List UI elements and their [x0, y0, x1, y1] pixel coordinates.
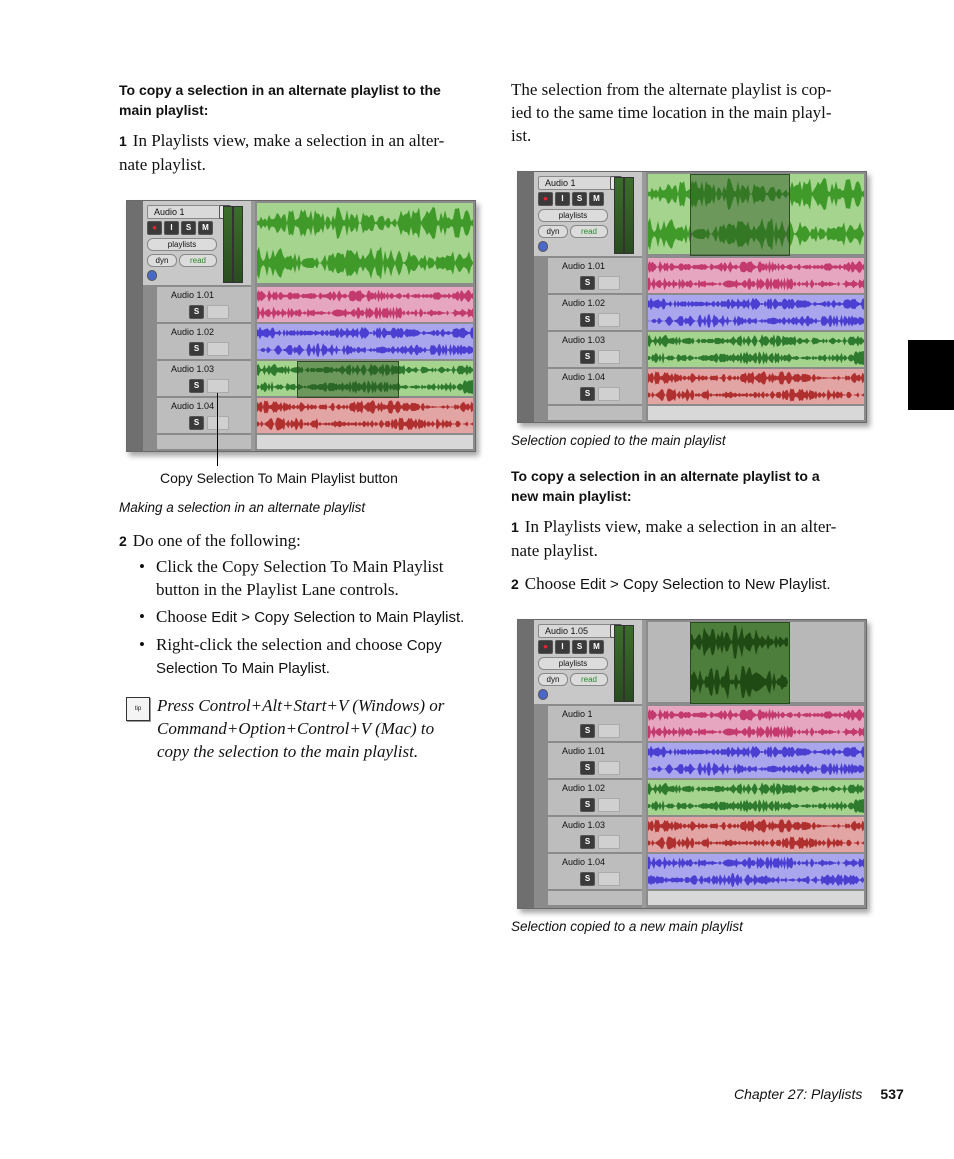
- lane-waveform-top: [648, 259, 864, 275]
- waveform-path: [648, 746, 864, 759]
- chapter-label: Chapter 27: Playlists: [734, 1086, 863, 1102]
- lane-waveform-bottom: [648, 872, 864, 888]
- waveform-path: [257, 327, 473, 340]
- lane-solo-button[interactable]: S: [189, 342, 204, 356]
- waveform-path: [648, 261, 864, 274]
- copied-waveform-top: [690, 622, 788, 662]
- lane-solo-button[interactable]: S: [580, 276, 595, 290]
- copy-to-main-button[interactable]: [598, 276, 620, 290]
- figure-callout: Copy Selection To Main Playlist button: [160, 470, 398, 486]
- lane-name: Audio 1.03: [562, 335, 606, 345]
- waveform-path: [648, 762, 864, 776]
- copy-to-main-button[interactable]: [598, 350, 620, 364]
- waveform-path: [257, 343, 473, 357]
- waveform-path: [648, 799, 864, 813]
- lane-waveform-top: [648, 296, 864, 312]
- tip-icon: tip: [126, 697, 150, 721]
- result-paragraph: The selection from the alternate playlist is cop- ied to the same time location in the main playl- ist.: [511, 80, 832, 145]
- level-meter: [614, 177, 624, 254]
- page-number: 537: [880, 1086, 904, 1102]
- solo-button[interactable]: S: [572, 192, 587, 206]
- waveform-path: [257, 417, 473, 430]
- empty-lane-controls: [548, 891, 642, 906]
- waveform-path: [257, 207, 473, 239]
- lane-name: Audio 1.02: [171, 327, 215, 337]
- automation-mode-selector[interactable]: read: [570, 673, 608, 686]
- copy-to-main-button[interactable]: [598, 798, 620, 812]
- lane-name: Audio 1.04: [562, 372, 606, 382]
- lane-name: Audio 1.03: [562, 820, 606, 830]
- record-button[interactable]: ●: [538, 192, 553, 206]
- waveform-path: [648, 725, 864, 739]
- waveform-path: [648, 277, 864, 291]
- waveform-path: [648, 873, 864, 887]
- lane-name: Audio 1.01: [562, 746, 606, 756]
- waveform-path: [648, 314, 864, 328]
- playlist-view-selector[interactable]: playlists: [538, 657, 608, 670]
- waveform-path: [648, 298, 864, 311]
- record-button[interactable]: ●: [538, 640, 553, 654]
- lane-solo-button[interactable]: S: [580, 313, 595, 327]
- lane-name: Audio 1.04: [562, 857, 606, 867]
- mute-button[interactable]: M: [589, 192, 604, 206]
- empty-lane: [257, 435, 473, 449]
- lane-name: Audio 1: [562, 709, 593, 719]
- lane-solo-button[interactable]: S: [189, 305, 204, 319]
- lane-name: Audio 1.02: [562, 298, 606, 308]
- figure-caption: Making a selection in an alternate playlist: [119, 500, 366, 515]
- lane-solo-button[interactable]: S: [580, 387, 595, 401]
- copied-waveform-bottom: [690, 662, 788, 702]
- figure-caption: Selection copied to a new main playlist: [511, 919, 743, 934]
- waveform-path: [648, 371, 864, 384]
- level-meter: [624, 625, 634, 702]
- lane-waveform-bottom: [648, 350, 864, 366]
- main-waveform-top: [257, 203, 473, 243]
- automation-type-selector[interactable]: dyn: [538, 225, 568, 238]
- copy-to-main-button[interactable]: [598, 761, 620, 775]
- lane-waveform-top: [648, 744, 864, 760]
- bullet-list: [139, 555, 496, 680]
- level-meter: [233, 206, 243, 283]
- lane-waveform-top: [257, 399, 473, 415]
- step-2: 2 Choose Edit > Copy Selection to New Playlist.: [511, 574, 831, 593]
- empty-lane-controls: [157, 435, 251, 450]
- mute-button[interactable]: M: [589, 640, 604, 654]
- lane-solo-button[interactable]: S: [189, 379, 204, 393]
- figure-caption: Selection copied to the main playlist: [511, 433, 726, 448]
- automation-type-selector[interactable]: dyn: [538, 673, 568, 686]
- callout-leader-line: [217, 393, 218, 466]
- copy-to-main-button[interactable]: [207, 305, 229, 319]
- track-edge-strip: [127, 201, 143, 451]
- lane-waveform-bottom: [648, 276, 864, 292]
- column-divider: [251, 201, 255, 451]
- lane-name: Audio 1.03: [171, 364, 215, 374]
- solo-button[interactable]: S: [572, 640, 587, 654]
- automation-mode-selector[interactable]: read: [570, 225, 608, 238]
- procedure-heading-1: To copy a selection in an alternate playlist to the main playlist:: [119, 82, 441, 118]
- track-name-field[interactable]: Audio 1: [147, 205, 223, 219]
- lane-waveform-bottom: [257, 416, 473, 432]
- waveform-path: [648, 836, 864, 849]
- lane-solo-button[interactable]: S: [580, 350, 595, 364]
- copy-to-main-button[interactable]: [207, 342, 229, 356]
- lane-waveform-top: [648, 818, 864, 834]
- record-button[interactable]: ●: [147, 221, 162, 235]
- lane-waveform-bottom: [648, 835, 864, 851]
- lane-waveform-bottom: [648, 313, 864, 329]
- copy-to-main-button[interactable]: [207, 416, 229, 430]
- step-2: 2 Do one of the following:: [119, 531, 301, 550]
- lane-waveform-bottom: [648, 724, 864, 740]
- copy-to-main-button[interactable]: [598, 835, 620, 849]
- bullet-item: • Choose Edit > Copy Selection to Main Playlist.: [139, 607, 465, 626]
- level-meter: [624, 177, 634, 254]
- waveform-path: [648, 351, 864, 365]
- lane-selection: [297, 361, 399, 398]
- main-selection: [690, 174, 790, 256]
- lane-solo-button[interactable]: S: [580, 761, 595, 775]
- bullet-item: • Click the Copy Selection To Main Playlist button in the Playlist Lane controls.: [139, 557, 444, 599]
- lane-waveform-bottom: [257, 305, 473, 321]
- copy-to-main-button[interactable]: [598, 313, 620, 327]
- lane-name: Audio 1.02: [562, 783, 606, 793]
- level-meter: [223, 206, 233, 283]
- waveform-path: [690, 665, 788, 700]
- step-1: 1 In Playlists view, make a selection in an alter- nate playlist.: [511, 517, 837, 560]
- elastic-audio-icon[interactable]: [538, 241, 548, 252]
- step-1: 1 In Playlists view, make a selection in an alter- nate playlist.: [119, 131, 445, 174]
- track-edge-strip: [518, 172, 534, 422]
- waveform-path: [257, 247, 473, 280]
- lane-solo-button[interactable]: S: [189, 416, 204, 430]
- automation-type-selector[interactable]: dyn: [147, 254, 177, 267]
- input-monitor-button[interactable]: I: [555, 640, 570, 654]
- waveform-path: [257, 306, 473, 320]
- waveform-path: [648, 709, 864, 722]
- figure-new-playlist: [517, 619, 867, 909]
- elastic-audio-icon[interactable]: [147, 270, 157, 281]
- automation-mode-selector[interactable]: read: [179, 254, 217, 267]
- column-divider: [642, 620, 646, 908]
- waveform-path: [648, 388, 864, 401]
- lane-waveform-top: [648, 855, 864, 871]
- copy-to-main-button[interactable]: [598, 872, 620, 886]
- playlist-view-selector[interactable]: playlists: [147, 238, 217, 251]
- lane-waveform-top: [648, 333, 864, 349]
- track-name-field[interactable]: Audio 1.05: [538, 624, 614, 638]
- mute-button[interactable]: M: [198, 221, 213, 235]
- lane-waveform-bottom: [648, 387, 864, 403]
- column-divider: [642, 172, 646, 422]
- lane-name: Audio 1.01: [562, 261, 606, 271]
- solo-button[interactable]: S: [181, 221, 196, 235]
- procedure-heading-2: To copy a selection in an alternate playlist to a new main playlist:: [511, 468, 820, 504]
- lane-waveform-top: [648, 707, 864, 723]
- tip-note: Press Control+Alt+Start+V (Windows) or Command+Option+Control+V (Mac) to copy the selection to the main playlist.: [157, 696, 445, 761]
- lane-waveform-top: [257, 325, 473, 341]
- level-meter: [614, 625, 624, 702]
- track-name-field[interactable]: Audio 1: [538, 176, 614, 190]
- figure-selection-copied: [517, 171, 867, 423]
- lane-solo-button[interactable]: S: [580, 872, 595, 886]
- copy-to-main-button[interactable]: [598, 387, 620, 401]
- figure-alternate-selection: [126, 200, 476, 452]
- track-edge-strip: [518, 620, 534, 908]
- lane-waveform-bottom: [257, 342, 473, 358]
- page-footer: [734, 1086, 904, 1104]
- lane-waveform-top: [648, 781, 864, 797]
- waveform-path: [648, 334, 864, 348]
- lane-solo-button[interactable]: S: [580, 835, 595, 849]
- input-monitor-button[interactable]: I: [555, 192, 570, 206]
- empty-lane: [648, 406, 864, 420]
- empty-lane-controls: [548, 406, 642, 421]
- waveform-path: [648, 782, 864, 796]
- waveform-path: [648, 856, 864, 870]
- lane-name: Audio 1.01: [171, 290, 215, 300]
- waveform-path: [690, 625, 788, 658]
- elastic-audio-icon[interactable]: [538, 689, 548, 700]
- copy-to-main-button[interactable]: [207, 379, 229, 393]
- playlist-view-selector[interactable]: playlists: [538, 209, 608, 222]
- lane-solo-button[interactable]: S: [580, 724, 595, 738]
- waveform-path: [648, 819, 864, 832]
- lane-name: Audio 1.04: [171, 401, 215, 411]
- empty-lane: [648, 891, 864, 905]
- lane-waveform-bottom: [648, 798, 864, 814]
- main-waveform-bottom: [257, 243, 473, 283]
- waveform-path: [257, 400, 473, 413]
- bullet-item: • Right-click the selection and choose Copy Selection To Main Playlist.: [139, 635, 442, 677]
- lane-waveform-top: [257, 288, 473, 304]
- chapter-thumb-tab: [908, 340, 954, 410]
- lane-waveform-top: [648, 370, 864, 386]
- waveform-path: [257, 290, 473, 303]
- lane-solo-button[interactable]: S: [580, 798, 595, 812]
- lane-waveform-bottom: [648, 761, 864, 777]
- copy-to-main-button[interactable]: [598, 724, 620, 738]
- input-monitor-button[interactable]: I: [164, 221, 179, 235]
